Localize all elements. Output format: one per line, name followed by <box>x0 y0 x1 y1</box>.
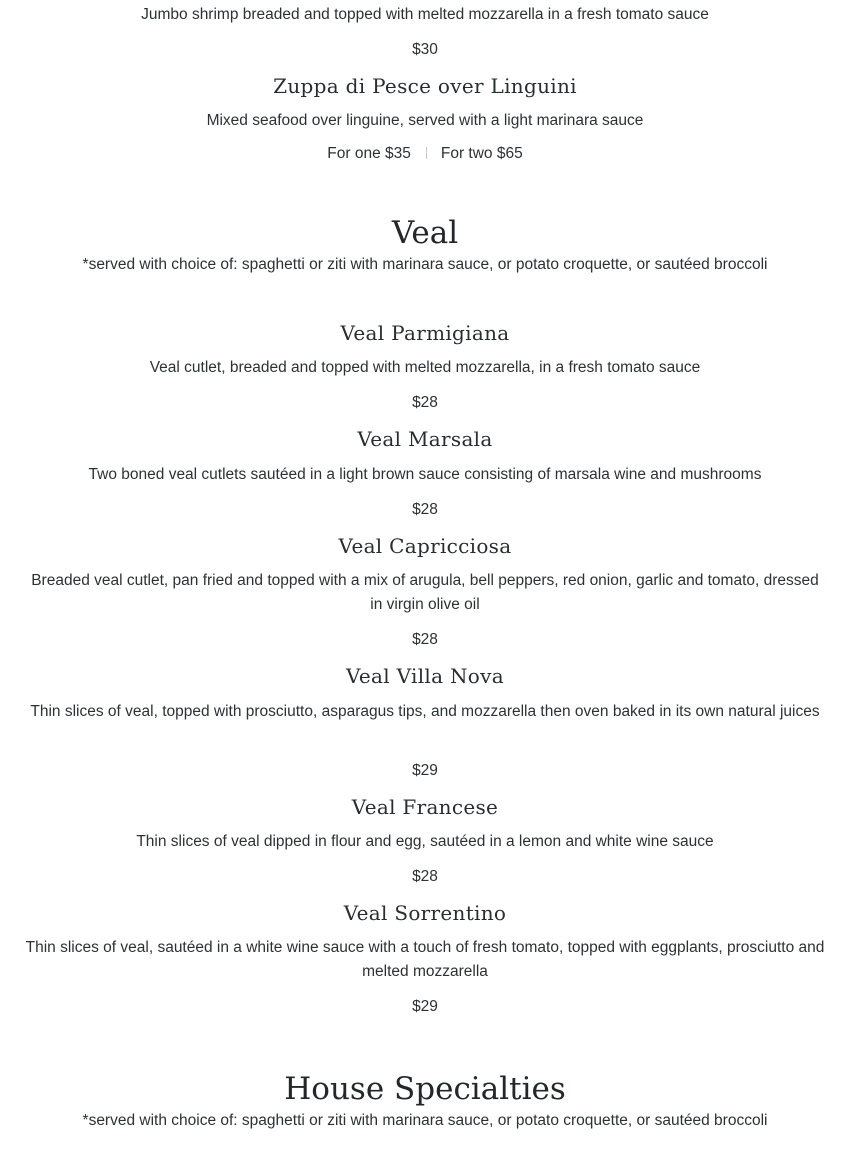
menu-item-description: Two boned veal cutlets sautéed in a light brown sauce consisting of marsala wine and mushrooms <box>88 466 762 483</box>
menu-item-description: Thin slices of veal dipped in flour and egg, sautéed in a lemon and white wine sauce <box>136 833 714 850</box>
menu-item-title: Veal Capricciosa <box>338 534 512 558</box>
menu-item-description: Mixed seafood over linguine, served with a light marinara sauce <box>206 112 644 129</box>
menu-item-price-options <box>0 144 850 164</box>
menu-item-title: Veal Marsala <box>357 427 493 451</box>
menu-item-title: Veal Francese <box>351 795 499 819</box>
section-note: *served with choice of: spaghetti or ziti with marinara sauce, or potato croquette, or sautéed broccoli <box>82 256 768 273</box>
menu-item-price: $29 <box>412 762 438 779</box>
menu-item-price: $28 <box>412 631 438 648</box>
menu-item-description: Thin slices of veal, topped with prosciutto, asparagus tips, and mozzarella then oven baked in its own natural juices <box>30 703 820 720</box>
menu-item-price: $29 <box>412 998 438 1015</box>
menu-item-title: Zuppa di Pesce over Linguini <box>273 74 577 98</box>
menu-item-description: Thin slices of veal, sautéed in a white wine sauce with a touch of fresh tomato, topped with eggplants, prosciutto and melted mozzarella <box>25 939 825 980</box>
menu-item-title: Veal Sorrentino <box>343 901 507 925</box>
menu-item-description: Breaded veal cutlet, pan fried and topped with a mix of arugula, bell peppers, red onion, garlic and tomato, dressed in virgin olive oil <box>31 572 819 613</box>
menu-item-title: Veal Parmigiana <box>340 321 510 345</box>
section-title: House Specialties <box>284 1071 566 1107</box>
price-option-two: For two $65 <box>440 145 523 162</box>
menu-item-title: Veal Villa Nova <box>346 664 504 688</box>
menu-item-price: $28 <box>412 501 438 518</box>
menu-item-description: Jumbo shrimp breaded and topped with melted mozzarella in a fresh tomato sauce <box>141 6 709 23</box>
price-option-one: For one $35 <box>327 145 411 162</box>
menu-item-description: Veal cutlet, breaded and topped with melted mozzarella, in a fresh tomato sauce <box>149 359 701 376</box>
menu-item-price: $28 <box>412 868 438 885</box>
menu-item-price: $28 <box>412 394 438 411</box>
section-note: *served with choice of: spaghetti or ziti with marinara sauce, or potato croquette, or sautéed broccoli <box>82 1112 768 1129</box>
section-title: Veal <box>391 215 459 251</box>
price-divider <box>426 147 427 159</box>
menu-item-price: $30 <box>412 41 438 58</box>
